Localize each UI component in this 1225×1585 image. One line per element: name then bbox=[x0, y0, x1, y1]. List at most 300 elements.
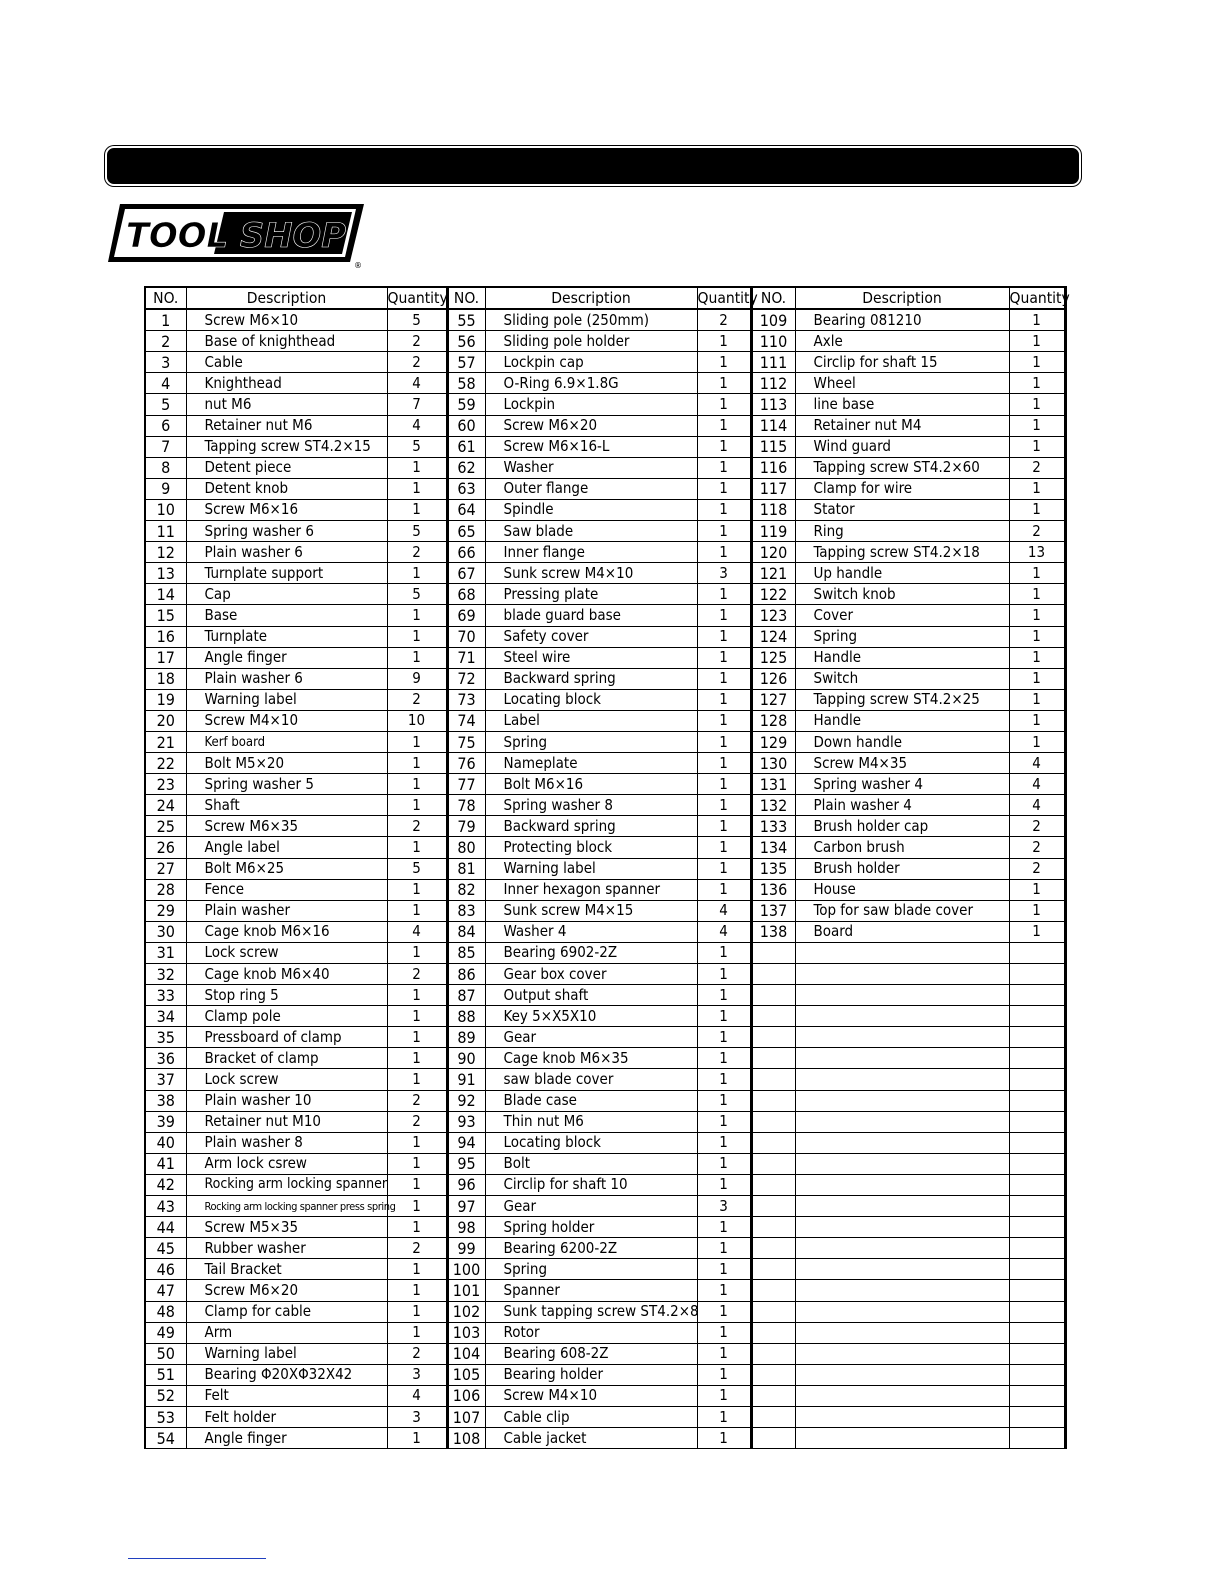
part-quantity: 5 bbox=[387, 436, 447, 457]
part-description: Screw M4×35 bbox=[795, 753, 1009, 774]
table-row bbox=[145, 1301, 1065, 1322]
part-description: Arm bbox=[186, 1322, 387, 1343]
part-quantity: 1 bbox=[697, 542, 751, 563]
part-quantity bbox=[1009, 1027, 1065, 1048]
part-description: Washer 4 bbox=[485, 921, 697, 942]
part-description bbox=[795, 1301, 1009, 1322]
part-description: Retainer nut M10 bbox=[186, 1111, 387, 1132]
part-description bbox=[795, 1027, 1009, 1048]
part-quantity: 3 bbox=[697, 1196, 751, 1217]
part-number: 33 bbox=[145, 985, 186, 1006]
part-quantity: 2 bbox=[387, 331, 447, 352]
part-description bbox=[795, 1174, 1009, 1195]
part-number: 103 bbox=[447, 1322, 485, 1343]
part-description: Knighthead bbox=[186, 373, 387, 394]
part-quantity: 1 bbox=[697, 689, 751, 710]
part-quantity: 1 bbox=[387, 457, 447, 478]
part-number: 35 bbox=[145, 1027, 186, 1048]
part-quantity: 1 bbox=[697, 499, 751, 520]
part-quantity: 2 bbox=[1009, 816, 1065, 837]
part-description: Spring bbox=[485, 731, 697, 752]
part-quantity: 1 bbox=[1009, 436, 1065, 457]
part-description: Cage knob M6×16 bbox=[186, 921, 387, 942]
part-quantity bbox=[1009, 1217, 1065, 1238]
part-description: Tapping screw ST4.2×18 bbox=[795, 542, 1009, 563]
part-description: Plain washer bbox=[186, 900, 387, 921]
part-number: 87 bbox=[447, 985, 485, 1006]
part-description: Spring washer 8 bbox=[485, 795, 697, 816]
table-row bbox=[145, 1217, 1065, 1238]
part-number: 134 bbox=[751, 837, 795, 858]
part-quantity: 1 bbox=[697, 626, 751, 647]
table-row bbox=[145, 478, 1065, 499]
part-number: 122 bbox=[751, 584, 795, 605]
part-quantity bbox=[1009, 964, 1065, 985]
part-description: Thin nut M6 bbox=[485, 1111, 697, 1132]
part-description: Clamp pole bbox=[186, 1006, 387, 1027]
part-quantity: 1 bbox=[697, 985, 751, 1006]
part-number: 53 bbox=[145, 1406, 186, 1427]
part-quantity: 1 bbox=[1009, 689, 1065, 710]
part-quantity: 4 bbox=[1009, 753, 1065, 774]
part-description: Axle bbox=[795, 331, 1009, 352]
part-quantity bbox=[1009, 1048, 1065, 1069]
part-number: 19 bbox=[145, 689, 186, 710]
part-description bbox=[795, 1406, 1009, 1427]
part-quantity: 1 bbox=[697, 331, 751, 352]
part-description: Label bbox=[485, 710, 697, 731]
part-quantity: 1 bbox=[1009, 415, 1065, 436]
table-row bbox=[145, 753, 1065, 774]
part-number: 129 bbox=[751, 731, 795, 752]
part-quantity bbox=[1009, 1385, 1065, 1406]
part-quantity: 9 bbox=[387, 668, 447, 689]
part-description: Spring washer 4 bbox=[795, 774, 1009, 795]
table-row bbox=[145, 1090, 1065, 1111]
part-quantity: 1 bbox=[697, 1322, 751, 1343]
part-number: 18 bbox=[145, 668, 186, 689]
part-quantity: 1 bbox=[697, 1048, 751, 1069]
part-number: 79 bbox=[447, 816, 485, 837]
part-number: 112 bbox=[751, 373, 795, 394]
part-quantity: 1 bbox=[697, 816, 751, 837]
part-description: Handle bbox=[795, 710, 1009, 731]
table-row bbox=[145, 563, 1065, 584]
part-number: 64 bbox=[447, 499, 485, 520]
part-description: Cover bbox=[795, 605, 1009, 626]
table-row bbox=[145, 1174, 1065, 1195]
part-description: Lock screw bbox=[186, 942, 387, 963]
table-row bbox=[145, 1343, 1065, 1364]
part-quantity: 5 bbox=[387, 584, 447, 605]
part-quantity bbox=[1009, 1343, 1065, 1364]
header-quantity: Quantity bbox=[387, 287, 447, 309]
part-description: saw blade cover bbox=[485, 1069, 697, 1090]
part-quantity: 1 bbox=[387, 837, 447, 858]
part-number: 81 bbox=[447, 858, 485, 879]
part-quantity: 4 bbox=[387, 921, 447, 942]
part-quantity: 1 bbox=[697, 858, 751, 879]
part-description: Gear bbox=[485, 1027, 697, 1048]
part-quantity: 1 bbox=[697, 584, 751, 605]
part-quantity: 1 bbox=[1009, 921, 1065, 942]
part-quantity: 1 bbox=[697, 753, 751, 774]
part-description: Detent piece bbox=[186, 457, 387, 478]
part-description: Stop ring 5 bbox=[186, 985, 387, 1006]
part-quantity: 1 bbox=[697, 1132, 751, 1153]
part-number: 107 bbox=[447, 1406, 485, 1427]
part-number: 76 bbox=[447, 753, 485, 774]
part-number: 83 bbox=[447, 900, 485, 921]
part-number: 94 bbox=[447, 1132, 485, 1153]
part-description: Spring washer 6 bbox=[186, 521, 387, 542]
part-quantity bbox=[1009, 1153, 1065, 1174]
part-description: Screw M4×10 bbox=[186, 710, 387, 731]
header-quantity: Quantity bbox=[1009, 287, 1065, 309]
part-number: 36 bbox=[145, 1048, 186, 1069]
part-quantity: 1 bbox=[697, 1238, 751, 1259]
part-description: Sliding pole (250mm) bbox=[485, 309, 697, 331]
part-description: Screw M6×16-L bbox=[485, 436, 697, 457]
logo-text: TOOL SHOP bbox=[126, 216, 347, 256]
part-number: 68 bbox=[447, 584, 485, 605]
part-quantity: 1 bbox=[697, 1027, 751, 1048]
part-quantity: 1 bbox=[387, 1259, 447, 1280]
header-no: NO. bbox=[145, 287, 186, 309]
part-number: 41 bbox=[145, 1153, 186, 1174]
table-row bbox=[145, 900, 1065, 921]
part-number: 5 bbox=[145, 394, 186, 415]
part-number: 44 bbox=[145, 1217, 186, 1238]
part-number: 16 bbox=[145, 626, 186, 647]
part-quantity bbox=[1009, 1322, 1065, 1343]
part-quantity: 1 bbox=[387, 1153, 447, 1174]
part-number bbox=[751, 1238, 795, 1259]
part-quantity: 2 bbox=[387, 964, 447, 985]
part-quantity: 1 bbox=[1009, 352, 1065, 373]
part-number: 1 bbox=[145, 309, 186, 331]
part-description: Protecting block bbox=[485, 837, 697, 858]
part-number: 45 bbox=[145, 1238, 186, 1259]
table-row bbox=[145, 331, 1065, 352]
part-quantity: 1 bbox=[697, 795, 751, 816]
part-quantity: 3 bbox=[387, 1364, 447, 1385]
table-row bbox=[145, 309, 1065, 331]
part-description: Arm lock csrew bbox=[186, 1153, 387, 1174]
part-description: Plain washer 6 bbox=[186, 542, 387, 563]
part-quantity: 1 bbox=[387, 942, 447, 963]
part-description: Screw M6×20 bbox=[485, 415, 697, 436]
table-row bbox=[145, 710, 1065, 731]
part-number: 60 bbox=[447, 415, 485, 436]
part-number: 98 bbox=[447, 1217, 485, 1238]
part-quantity: 1 bbox=[387, 900, 447, 921]
part-number bbox=[751, 1196, 795, 1217]
header-description: Description bbox=[795, 287, 1009, 309]
part-quantity: 4 bbox=[387, 1385, 447, 1406]
part-number: 52 bbox=[145, 1385, 186, 1406]
part-number: 105 bbox=[447, 1364, 485, 1385]
part-number bbox=[751, 1006, 795, 1027]
part-quantity: 1 bbox=[1009, 331, 1065, 352]
header-no: NO. bbox=[751, 287, 795, 309]
part-description: Wheel bbox=[795, 373, 1009, 394]
part-description: Sunk screw M4×15 bbox=[485, 900, 697, 921]
table-row bbox=[145, 1132, 1065, 1153]
part-quantity: 1 bbox=[697, 1111, 751, 1132]
part-quantity: 1 bbox=[387, 1132, 447, 1153]
part-description: Plain washer 4 bbox=[795, 795, 1009, 816]
table-row bbox=[145, 942, 1065, 963]
part-number bbox=[751, 1428, 795, 1449]
part-quantity: 1 bbox=[387, 1069, 447, 1090]
part-number: 59 bbox=[447, 394, 485, 415]
part-description: nut M6 bbox=[186, 394, 387, 415]
part-quantity: 1 bbox=[697, 1259, 751, 1280]
part-description bbox=[795, 1048, 1009, 1069]
part-quantity bbox=[1009, 1428, 1065, 1449]
part-quantity: 1 bbox=[697, 710, 751, 731]
part-description: Locating block bbox=[485, 689, 697, 710]
part-number bbox=[751, 1132, 795, 1153]
part-description: Circlip for shaft 15 bbox=[795, 352, 1009, 373]
part-number: 92 bbox=[447, 1090, 485, 1111]
part-description: Lockpin bbox=[485, 394, 697, 415]
part-number: 88 bbox=[447, 1006, 485, 1027]
part-number: 32 bbox=[145, 964, 186, 985]
part-quantity: 2 bbox=[1009, 521, 1065, 542]
part-description: Outer flange bbox=[485, 478, 697, 499]
part-quantity: 1 bbox=[697, 436, 751, 457]
part-quantity bbox=[1009, 985, 1065, 1006]
part-description: Spring washer 5 bbox=[186, 774, 387, 795]
part-quantity: 1 bbox=[697, 1006, 751, 1027]
part-number: 101 bbox=[447, 1280, 485, 1301]
part-number: 126 bbox=[751, 668, 795, 689]
part-number: 49 bbox=[145, 1322, 186, 1343]
part-description: Felt holder bbox=[186, 1406, 387, 1427]
table-row bbox=[145, 837, 1065, 858]
part-quantity: 2 bbox=[1009, 457, 1065, 478]
part-description: Rubber washer bbox=[186, 1238, 387, 1259]
part-number bbox=[751, 1280, 795, 1301]
part-quantity: 1 bbox=[1009, 879, 1065, 900]
part-quantity: 5 bbox=[387, 309, 447, 331]
part-description: Shaft bbox=[186, 795, 387, 816]
part-number: 48 bbox=[145, 1301, 186, 1322]
part-description bbox=[795, 1385, 1009, 1406]
part-description: Retainer nut M6 bbox=[186, 415, 387, 436]
part-number: 23 bbox=[145, 774, 186, 795]
part-description: Steel wire bbox=[485, 647, 697, 668]
part-quantity: 1 bbox=[387, 647, 447, 668]
table-row bbox=[145, 1196, 1065, 1217]
table-row bbox=[145, 647, 1065, 668]
part-quantity: 7 bbox=[387, 394, 447, 415]
part-description: Tail Bracket bbox=[186, 1259, 387, 1280]
part-number bbox=[751, 985, 795, 1006]
part-quantity: 1 bbox=[697, 352, 751, 373]
part-quantity: 1 bbox=[697, 373, 751, 394]
table-row bbox=[145, 1069, 1065, 1090]
part-description: Warning label bbox=[485, 858, 697, 879]
part-quantity: 4 bbox=[387, 415, 447, 436]
section-title-bar bbox=[105, 146, 1081, 186]
part-number: 84 bbox=[447, 921, 485, 942]
part-description: Angle label bbox=[186, 837, 387, 858]
part-number: 56 bbox=[447, 331, 485, 352]
part-number: 10 bbox=[145, 499, 186, 520]
parts-table-body bbox=[145, 309, 1065, 1449]
part-number: 93 bbox=[447, 1111, 485, 1132]
table-row bbox=[145, 1153, 1065, 1174]
part-description: Bearing 081210 bbox=[795, 309, 1009, 331]
part-number: 86 bbox=[447, 964, 485, 985]
part-number bbox=[751, 1406, 795, 1427]
part-description bbox=[795, 1132, 1009, 1153]
part-quantity: 1 bbox=[697, 1364, 751, 1385]
part-description bbox=[795, 942, 1009, 963]
part-quantity: 1 bbox=[387, 1048, 447, 1069]
part-description: Base of knighthead bbox=[186, 331, 387, 352]
part-quantity: 1 bbox=[1009, 710, 1065, 731]
part-quantity: 1 bbox=[1009, 563, 1065, 584]
part-quantity bbox=[1009, 1259, 1065, 1280]
part-number: 130 bbox=[751, 753, 795, 774]
part-quantity: 1 bbox=[697, 394, 751, 415]
part-quantity: 1 bbox=[387, 1280, 447, 1301]
part-number: 91 bbox=[447, 1069, 485, 1090]
part-quantity: 1 bbox=[1009, 900, 1065, 921]
part-description: O-Ring 6.9×1.8G bbox=[485, 373, 697, 394]
part-quantity: 10 bbox=[387, 710, 447, 731]
part-number: 109 bbox=[751, 309, 795, 331]
part-number: 135 bbox=[751, 858, 795, 879]
part-description: Sunk screw M4×10 bbox=[485, 563, 697, 584]
table-row bbox=[145, 921, 1065, 942]
part-number: 34 bbox=[145, 1006, 186, 1027]
part-description: Pressboard of clamp bbox=[186, 1027, 387, 1048]
part-description bbox=[795, 1111, 1009, 1132]
part-number: 12 bbox=[145, 542, 186, 563]
part-quantity: 1 bbox=[697, 1280, 751, 1301]
part-description: Nameplate bbox=[485, 753, 697, 774]
table-row bbox=[145, 668, 1065, 689]
part-description: Top for saw blade cover bbox=[795, 900, 1009, 921]
part-number: 55 bbox=[447, 309, 485, 331]
part-quantity bbox=[1009, 1069, 1065, 1090]
part-number: 61 bbox=[447, 436, 485, 457]
part-number: 54 bbox=[145, 1428, 186, 1449]
part-number: 116 bbox=[751, 457, 795, 478]
part-description bbox=[795, 1069, 1009, 1090]
table-row bbox=[145, 626, 1065, 647]
part-number: 66 bbox=[447, 542, 485, 563]
part-description: Stator bbox=[795, 499, 1009, 520]
part-quantity: 1 bbox=[697, 837, 751, 858]
part-number: 117 bbox=[751, 478, 795, 499]
part-quantity: 2 bbox=[697, 309, 751, 331]
part-description: Rotor bbox=[485, 1322, 697, 1343]
part-quantity bbox=[1009, 1174, 1065, 1195]
part-quantity: 1 bbox=[697, 1174, 751, 1195]
part-quantity: 1 bbox=[1009, 731, 1065, 752]
part-number: 47 bbox=[145, 1280, 186, 1301]
part-number: 3 bbox=[145, 352, 186, 373]
part-description: Screw M6×20 bbox=[186, 1280, 387, 1301]
part-number: 37 bbox=[145, 1069, 186, 1090]
part-description bbox=[795, 964, 1009, 985]
part-description: Locating block bbox=[485, 1132, 697, 1153]
part-description: Screw M6×35 bbox=[186, 816, 387, 837]
part-quantity: 3 bbox=[387, 1406, 447, 1427]
part-number: 99 bbox=[447, 1238, 485, 1259]
part-number: 62 bbox=[447, 457, 485, 478]
part-number: 17 bbox=[145, 647, 186, 668]
part-description: Lock screw bbox=[186, 1069, 387, 1090]
part-description: Screw M5×35 bbox=[186, 1217, 387, 1238]
part-quantity: 4 bbox=[697, 921, 751, 942]
parts-list-table bbox=[144, 286, 1070, 1449]
part-description: Angle finger bbox=[186, 647, 387, 668]
part-number: 4 bbox=[145, 373, 186, 394]
header-description: Description bbox=[186, 287, 387, 309]
part-description: Bearing 608-2Z bbox=[485, 1343, 697, 1364]
part-quantity: 1 bbox=[1009, 584, 1065, 605]
part-quantity: 2 bbox=[387, 1343, 447, 1364]
part-quantity: 4 bbox=[1009, 774, 1065, 795]
part-number: 121 bbox=[751, 563, 795, 584]
part-description: Clamp for cable bbox=[186, 1301, 387, 1322]
part-description: Spindle bbox=[485, 499, 697, 520]
part-quantity: 2 bbox=[387, 689, 447, 710]
table-row bbox=[145, 394, 1065, 415]
table-header-row bbox=[145, 287, 1065, 309]
table-row bbox=[145, 1111, 1065, 1132]
part-quantity bbox=[1009, 1364, 1065, 1385]
table-row bbox=[145, 1280, 1065, 1301]
part-number: 70 bbox=[447, 626, 485, 647]
part-number: 15 bbox=[145, 605, 186, 626]
part-description: Lockpin cap bbox=[485, 352, 697, 373]
part-description bbox=[795, 1259, 1009, 1280]
part-description: blade guard base bbox=[485, 605, 697, 626]
part-number: 115 bbox=[751, 436, 795, 457]
part-quantity bbox=[1009, 1196, 1065, 1217]
part-number: 46 bbox=[145, 1259, 186, 1280]
part-number bbox=[751, 1027, 795, 1048]
part-description: Tapping screw ST4.2×25 bbox=[795, 689, 1009, 710]
part-number bbox=[751, 1090, 795, 1111]
part-description: Bearing Φ20XΦ32X42 bbox=[186, 1364, 387, 1385]
table-row bbox=[145, 879, 1065, 900]
part-quantity: 1 bbox=[697, 731, 751, 752]
part-number bbox=[751, 1217, 795, 1238]
part-number: 127 bbox=[751, 689, 795, 710]
part-description: House bbox=[795, 879, 1009, 900]
part-number: 73 bbox=[447, 689, 485, 710]
header-no: NO. bbox=[447, 287, 485, 309]
part-quantity: 1 bbox=[1009, 478, 1065, 499]
part-number: 14 bbox=[145, 584, 186, 605]
part-quantity: 2 bbox=[1009, 858, 1065, 879]
table-row bbox=[145, 373, 1065, 394]
part-description: Cage knob M6×40 bbox=[186, 964, 387, 985]
part-number bbox=[751, 1385, 795, 1406]
part-number: 39 bbox=[145, 1111, 186, 1132]
table-row bbox=[145, 605, 1065, 626]
part-description: Retainer nut M4 bbox=[795, 415, 1009, 436]
